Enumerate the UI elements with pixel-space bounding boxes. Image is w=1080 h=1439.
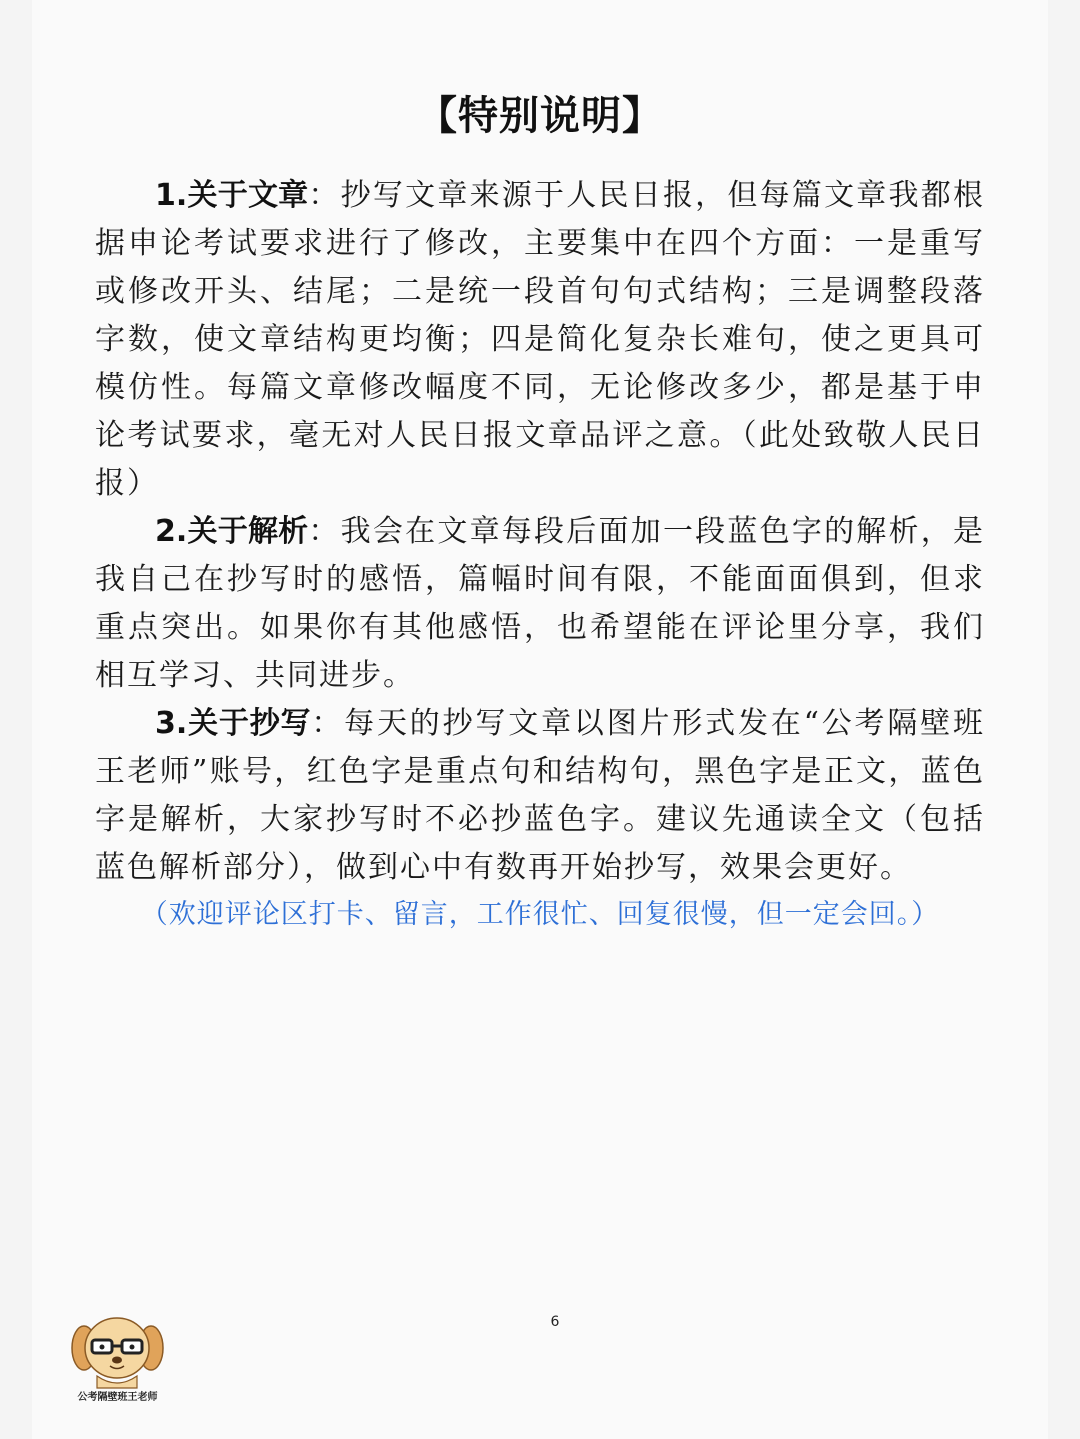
section-text: ：每天的抄写文章以图片形式发在“公考隔壁班王老师”账号，红色字是重点句和结构句，黑色字是正文，蓝色字是解析，大家抄写时不必抄蓝色字。建议先通读全文（包括蓝色解析部分），做到心中有数再开始抄写，效果会更好。 xyxy=(95,706,985,885)
section-heading: 2.关于解析 xyxy=(155,514,309,549)
page-title: 【特别说明】 xyxy=(417,93,663,139)
section-text: ：抄写文章来源于人民日报，但每篇文章我都根据申论考试要求进行了修改，主要集中在四个方面：一是重写或修改开头、结尾；二是统一段首句句式结构；三是调整段落字数，使文章结构更均衡；四是简化复杂长难句，使之更具可模仿性。每篇文章修改幅度不同，无论修改多少，都是基于申论考试要求，毫无对人民日报文章品评之意。（此处致敬人民日报） xyxy=(95,178,985,501)
page-number: 6 xyxy=(550,1314,560,1330)
section-about-articles xyxy=(95,172,985,508)
logo-caption: 公考隔壁班王老师 xyxy=(77,1392,158,1403)
content-body xyxy=(95,172,985,892)
section-heading: 3.关于抄写 xyxy=(155,706,312,741)
section-heading: 1.关于文章 xyxy=(155,178,309,213)
section-about-copying xyxy=(95,700,985,892)
comment-note: （欢迎评论区打卡、留言，工作很忙、回复很慢，但一定会回。） xyxy=(140,899,940,930)
section-about-analysis xyxy=(95,508,985,700)
section-text: ：我会在文章每段后面加一段蓝色字的解析，是我自己在抄写时的感悟，篇幅时间有限，不能面面俱到，但求重点突出。如果你有其他感悟，也希望能在评论里分享，我们相互学习、共同进步。 xyxy=(95,514,985,693)
